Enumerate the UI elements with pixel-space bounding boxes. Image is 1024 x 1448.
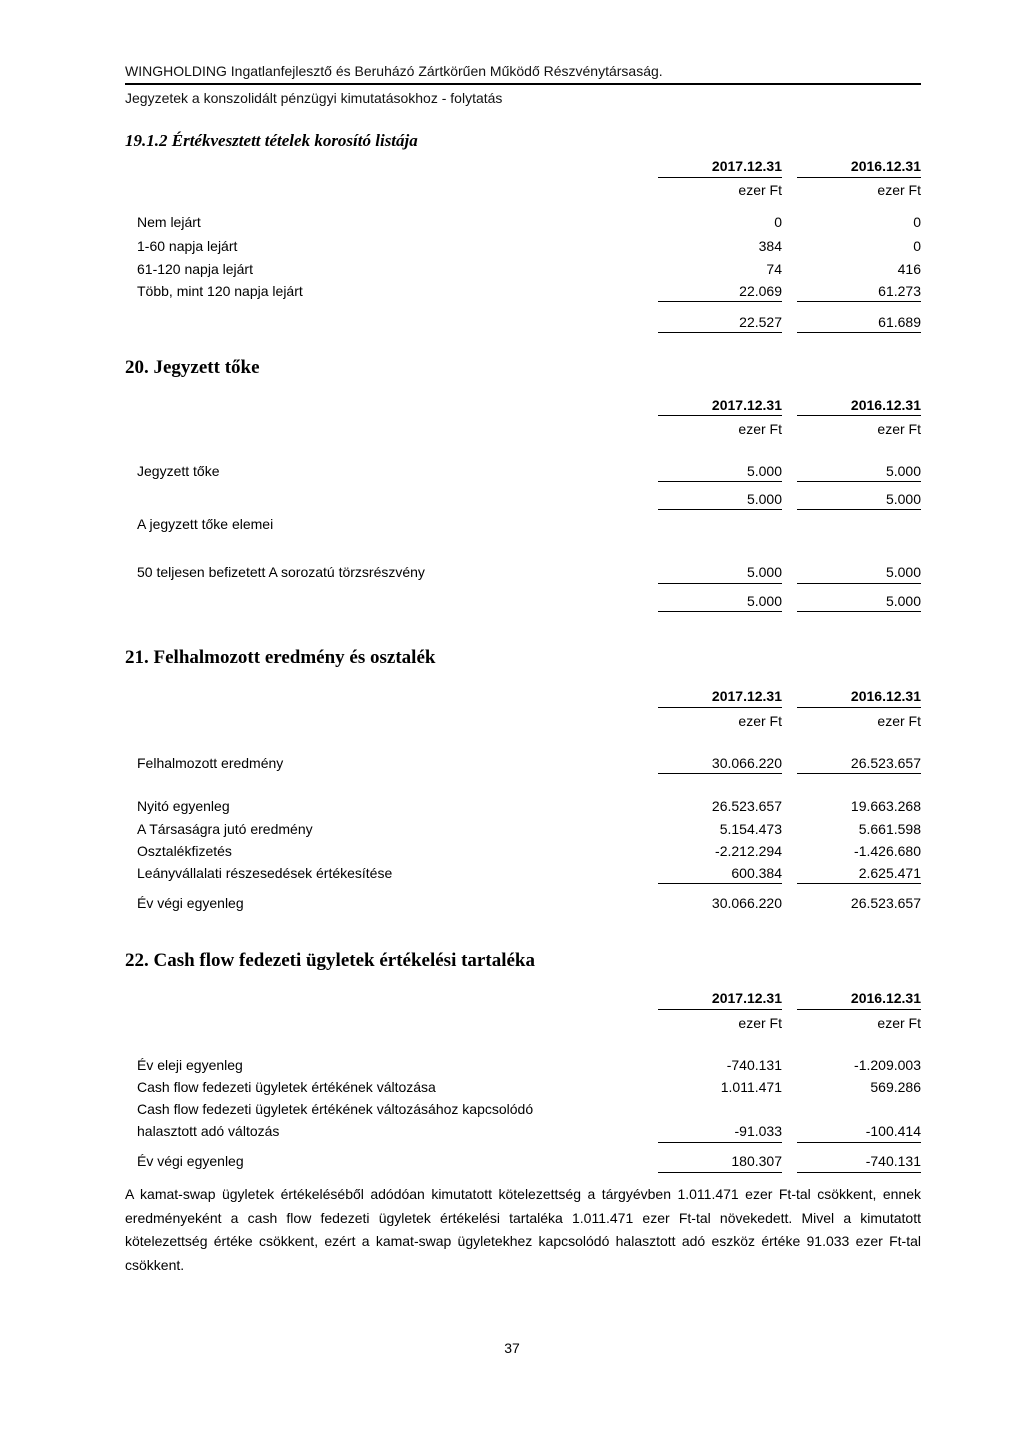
total-rule: [658, 611, 782, 612]
col-year-2016: 2016.12.31: [850, 990, 921, 1006]
col-year-2016: 2016.12.31: [850, 158, 921, 174]
total-rule: [658, 509, 782, 510]
col-rule: [658, 707, 782, 708]
header-rule: [125, 83, 921, 85]
subtotal-rule: [658, 883, 782, 884]
header-subtitle: Jegyzetek a konszolidált pénzügyi kimutatásokhoz - folytatás: [125, 90, 503, 106]
page-number: 37: [504, 1340, 520, 1356]
row-value: -740.131: [726, 1057, 782, 1073]
total-value: 5.000: [885, 593, 921, 609]
subtotal-value: 5.000: [885, 491, 921, 507]
row-value: 74: [766, 261, 782, 277]
subtotal-rule: [658, 583, 782, 584]
col-rule: [658, 415, 782, 416]
col-rule: [658, 1009, 782, 1010]
row-value: 5.000: [746, 463, 782, 479]
row-value: 1.011.471: [720, 1079, 782, 1095]
row-value: -1.426.680: [854, 843, 921, 859]
section-21-title: 21. Felhalmozott eredmény és osztalék: [125, 647, 436, 668]
total-rule: [797, 332, 921, 333]
row-value: 416: [897, 261, 921, 277]
col-rule: [797, 415, 921, 416]
row-value: 26.523.657: [850, 755, 921, 771]
row-value: 2.625.471: [858, 865, 921, 881]
row-value: 5.661.598: [858, 821, 921, 837]
row-label: 61-120 napja lejárt: [137, 261, 253, 277]
row-value: 5.000: [885, 564, 921, 580]
total-rule: [797, 611, 921, 612]
subtotal-value: 5.000: [746, 491, 782, 507]
row-label: 50 teljesen befizetett A sorozatú törzsrészvény: [137, 564, 425, 580]
section-19-title: 19.1.2 Értékvesztett tételek korosító listája: [125, 131, 418, 150]
row-label: Több, mint 120 napja lejárt: [137, 283, 303, 299]
col-unit: ezer Ft: [877, 1015, 921, 1031]
row-value: 5.000: [746, 564, 782, 580]
total-rule: [797, 1172, 921, 1173]
row-label: Év végi egyenleg: [137, 895, 244, 911]
col-rule: [797, 1009, 921, 1010]
subtotal-rule: [797, 1142, 921, 1143]
col-rule: [797, 707, 921, 708]
total-rule: [797, 509, 921, 510]
row-label: Nyitó egyenleg: [137, 798, 230, 814]
row-value: -1.209.003: [854, 1057, 921, 1073]
section-22-title: 22. Cash flow fedezeti ügyletek értékelési tartaléka: [125, 950, 535, 971]
row-value: 61.273: [878, 283, 921, 299]
row-value: 0: [913, 214, 921, 230]
row-label: A Társaságra jutó eredmény: [137, 821, 313, 837]
total-value: 22.527: [739, 314, 782, 330]
subtotal-rule: [797, 583, 921, 584]
col-year-2017: 2017.12.31: [711, 990, 782, 1006]
section-20-title: 20. Jegyzett tőke: [125, 357, 260, 378]
subtotal-rule: [797, 481, 921, 482]
col-unit: ezer Ft: [877, 421, 921, 437]
company-name: WINGHOLDING Ingatlanfejlesztő és Beruházó Zártkörűen Működő Részvénytársaság.: [125, 63, 663, 79]
col-year-2016: 2016.12.31: [850, 397, 921, 413]
row-value: -740.131: [865, 1153, 921, 1169]
row-value: 19.663.268: [850, 798, 921, 814]
row-label-continued: halasztott adó változás: [137, 1123, 280, 1139]
total-rule: [658, 332, 782, 333]
row-value: 5.000: [885, 463, 921, 479]
row-label: Cash flow fedezeti ügyletek értékének változása: [137, 1079, 436, 1095]
row-label: Leányvállalati részesedések értékesítése: [137, 865, 393, 881]
col-unit: ezer Ft: [738, 182, 782, 198]
col-year-2017: 2017.12.31: [711, 688, 782, 704]
row-value: 0: [913, 238, 921, 254]
subtotal-rule: [797, 773, 921, 774]
row-value: -100.414: [865, 1123, 921, 1139]
col-year-2016: 2016.12.31: [850, 688, 921, 704]
col-rule: [797, 177, 921, 178]
total-value: 5.000: [746, 593, 782, 609]
row-label: Osztalékfizetés: [137, 843, 232, 859]
row-value: -2.212.294: [715, 843, 782, 859]
row-label: 1-60 napja lejárt: [137, 238, 238, 254]
col-unit: ezer Ft: [738, 713, 782, 729]
col-year-2017: 2017.12.31: [711, 397, 782, 413]
subtotal-rule: [797, 883, 921, 884]
row-label: Jegyzett tőke: [137, 463, 220, 479]
row-value: 26.523.657: [711, 798, 782, 814]
row-label: Év végi egyenleg: [137, 1153, 244, 1169]
row-label: Felhalmozott eredmény: [137, 755, 284, 771]
row-label: Cash flow fedezeti ügyletek értékének változásához kapcsolódó: [137, 1101, 534, 1117]
elements-label: A jegyzett tőke elemei: [137, 516, 274, 532]
row-value: 384: [758, 238, 782, 254]
col-unit: ezer Ft: [877, 182, 921, 198]
subtotal-rule: [797, 301, 921, 302]
row-value: 30.066.220: [711, 895, 782, 911]
subtotal-rule: [658, 301, 782, 302]
explanatory-paragraph: A kamat-swap ügyletek értékeléséből adódóan kimutatott kötelezettség a tárgyévben 1.011.471 ezer Ft-tal csökkent, ennek eredményeként a cash flow fedezeti ügyletek értékelési tartaléka 1.011.471 ezer Ft-tal növekedett. Mivel a kimutatott kötelezettség értéke csökkent, ezért a kamat-swap ügyletekhez kapcsolódó halasztott adó eszköz értéke 91.033 ezer Ft-tal csökkent.: [125, 1186, 921, 1273]
subtotal-rule: [658, 481, 782, 482]
row-value: 26.523.657: [850, 895, 921, 911]
row-value: 0: [774, 214, 782, 230]
row-value: 569.286: [870, 1079, 921, 1095]
row-value: 5.154.473: [719, 821, 782, 837]
row-value: 22.069: [739, 283, 782, 299]
total-value: 61.689: [878, 314, 921, 330]
col-rule: [658, 177, 782, 178]
col-year-2017: 2017.12.31: [711, 158, 782, 174]
row-value: 180.307: [731, 1153, 782, 1169]
row-value: -91.033: [734, 1123, 782, 1139]
row-label: Év eleji egyenleg: [137, 1057, 243, 1073]
row-value: 600.384: [731, 865, 782, 881]
col-unit: ezer Ft: [738, 1015, 782, 1031]
total-rule: [658, 1172, 782, 1173]
subtotal-rule: [658, 773, 782, 774]
col-unit: ezer Ft: [877, 713, 921, 729]
col-unit: ezer Ft: [738, 421, 782, 437]
row-label: Nem lejárt: [137, 214, 201, 230]
subtotal-rule: [658, 1142, 782, 1143]
row-value: 30.066.220: [711, 755, 782, 771]
